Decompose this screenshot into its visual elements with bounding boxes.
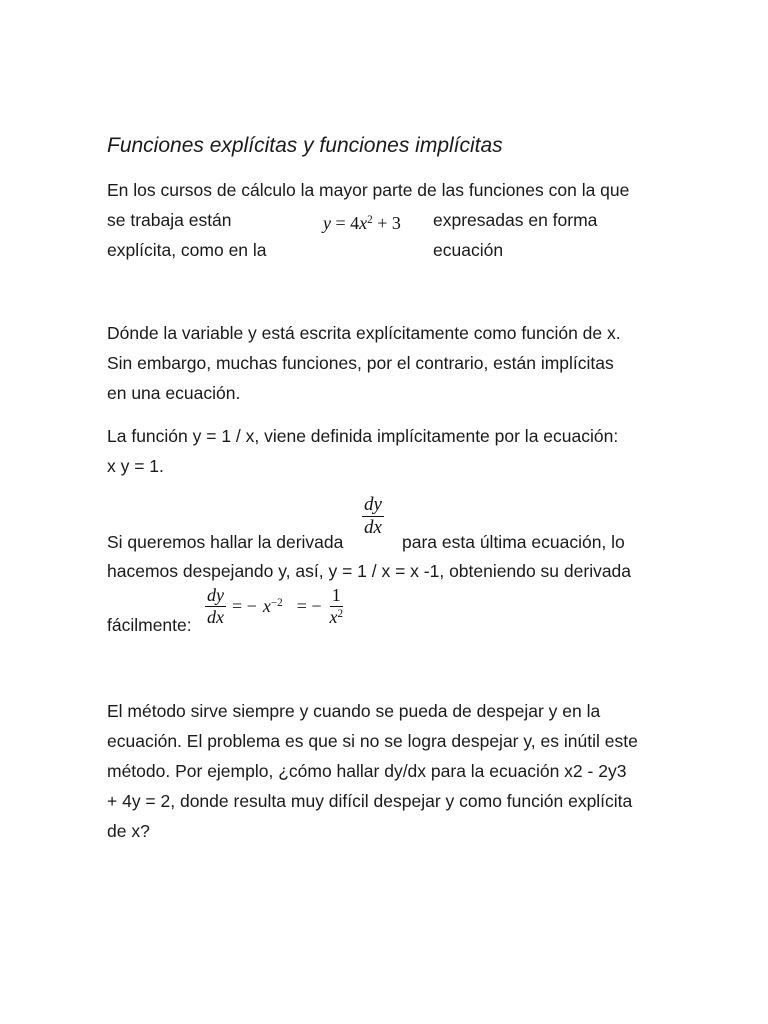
derivative-numerator: dy (364, 494, 382, 515)
paragraph-1-line-3b: ecuación (433, 240, 504, 260)
paragraph-3-line-1: La función y = 1 / x, viene definida implícitamente por la ecuación: (107, 426, 619, 446)
paragraph-4-line-1b: para esta última ecuación, lo (402, 532, 625, 552)
page-title: Funciones explícitas y funciones implícitas (107, 134, 503, 157)
paragraph-4-line-2: hacemos despejando y, así, y = 1 / x = x -1, obteniendo su derivada (107, 561, 632, 581)
derivative-denominator: dx (364, 516, 382, 538)
eq2-frac-numerator: 1 (331, 585, 341, 605)
paragraph-5-line-5: de x? (107, 821, 150, 841)
equation-explicit (323, 213, 401, 234)
paragraph-3-line-2: x y = 1. (107, 456, 164, 476)
paragraph-1-line-2a: se trabaja están (107, 210, 232, 230)
eq1-var: x (359, 213, 368, 233)
paragraph-2-line-2: Sin embargo, muchas funciones, por el contrario, están implícitas (107, 353, 614, 373)
paragraph-5-line-4: + 4y = 2, donde resulta muy difícil despejar y como función explícita (107, 791, 633, 811)
paragraph-5-line-2: ecuación. El problema es que si no se logra despejar y, es inútil este (107, 731, 638, 751)
paragraph-1-line-2b: expresadas en forma (433, 210, 598, 230)
equation-derivative (205, 586, 345, 627)
paragraph-1-line-1: En los cursos de cálculo la mayor parte de las funciones con la que (107, 180, 630, 200)
eq1-eq: = 4 (335, 213, 360, 233)
paragraph-4-line-1a: Si queremos hallar la derivada (107, 532, 344, 552)
eq2-frac-den-var: x (329, 606, 338, 627)
paragraph-2-line-1: Dónde la variable y está escrita explícitamente como función de x. (107, 323, 621, 343)
paragraph-1-line-3a: explícita, como en la (107, 240, 267, 260)
paragraph-5-line-1: El método sirve siempre y cuando se pueda de despejar y en la (107, 701, 601, 721)
paragraph-5-line-3: método. Por ejemplo, ¿cómo hallar dy/dx para la ecuación x2 - 2y3 (107, 761, 627, 781)
eq1-exp: 2 (367, 213, 373, 226)
eq2-frac-den-exp: 2 (337, 607, 344, 620)
eq2-equals-1: = − (232, 596, 257, 617)
eq2-exp: −2 (270, 597, 283, 610)
eq2-denominator: dx (207, 606, 224, 627)
derivative-fraction (362, 495, 384, 539)
eq1-lhs: y (323, 213, 331, 233)
paragraph-4-line-3: fácilmente: (107, 615, 192, 635)
eq2-numerator: dy (207, 585, 224, 605)
eq2-var: x (262, 596, 271, 617)
eq1-rest: + 3 (372, 213, 401, 233)
paragraph-2-line-3: en una ecuación. (107, 383, 241, 403)
eq2-equals-2: = − (296, 596, 322, 617)
